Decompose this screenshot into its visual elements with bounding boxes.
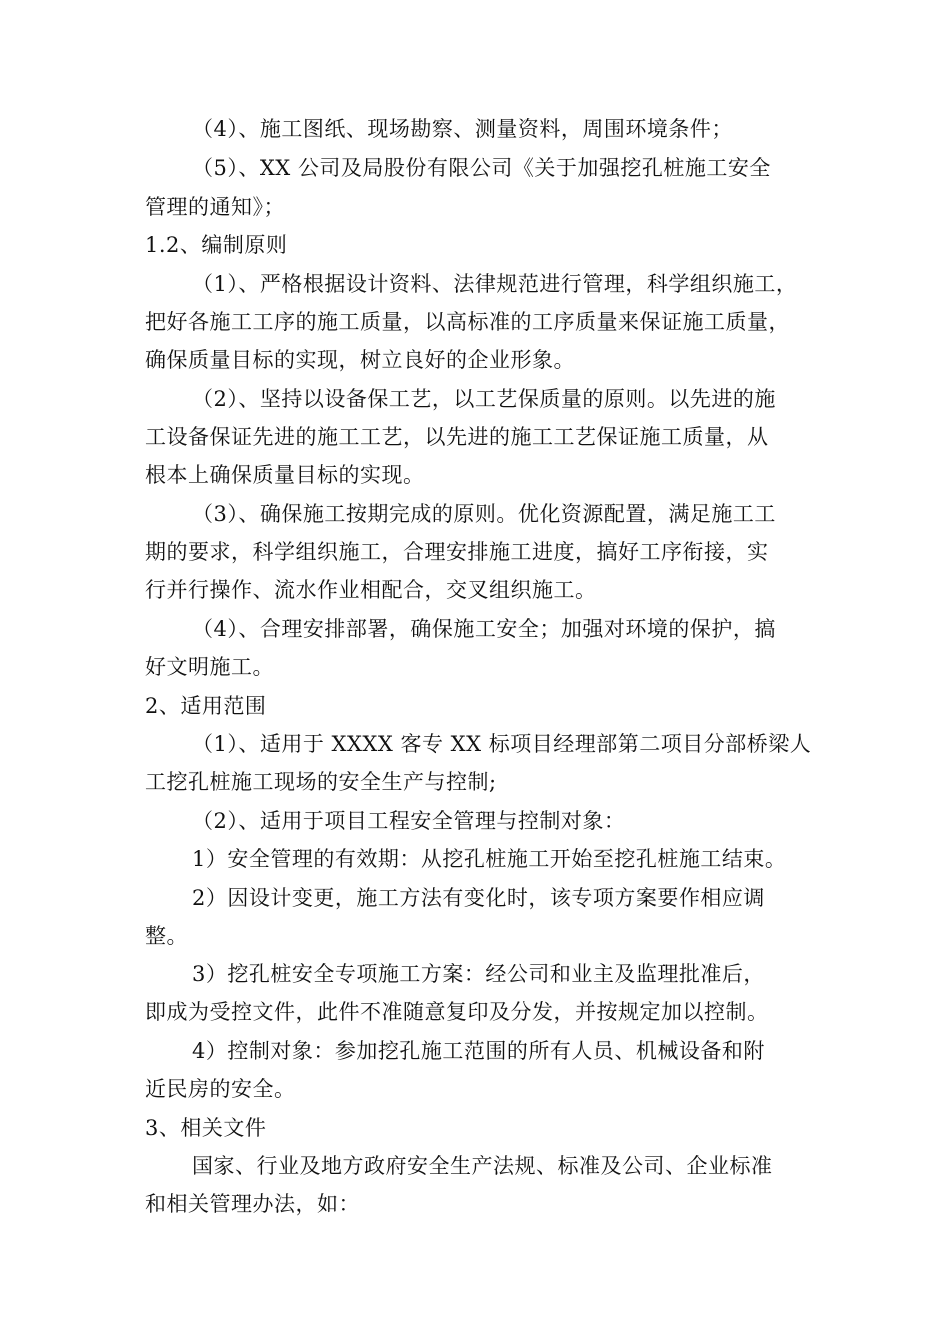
text-line: 和相关管理办法，如： [145, 1192, 360, 1216]
text-line: 3）挖孔桩安全专项施工方案：经公司和业主及监理批准后， [192, 962, 765, 986]
text-line: 1）安全管理的有效期：从挖孔桩施工开始至挖孔桩施工结束。 [192, 847, 787, 871]
text-line: （4）、合理安排部署，确保施工安全；加强对环境的保护，搞 [192, 617, 776, 641]
text-line: 管理的通知》； [145, 195, 285, 219]
text-line: （5）、XX 公司及局股份有限公司《关于加强挖孔桩施工安全 [192, 156, 771, 180]
text-line: 根本上确保质量目标的实现。 [145, 463, 425, 487]
text-line: 期的要求，科学组织施工，合理安排施工进度，搞好工序衔接，实 [145, 540, 769, 564]
text-line: 工挖孔桩施工现场的安全生产与控制; [145, 770, 497, 794]
text-line: 2）因设计变更，施工方法有变化时，该专项方案要作相应调 [192, 886, 765, 910]
section-heading: 2、适用范围 [145, 694, 267, 718]
text-line: 工设备保证先进的施工工艺，以先进的施工工艺保证施工质量，从 [145, 425, 769, 449]
text-line: 整。 [145, 924, 188, 948]
text-line: 把好各施工工序的施工质量，以高标准的工序质量来保证施工质量， [145, 310, 790, 334]
text-line: （1）、适用于 XXXX 客专 XX 标项目经理部第二项目分部桥梁人 [192, 732, 812, 756]
text-line: （2）、适用于项目工程安全管理与控制对象： [192, 809, 626, 833]
section-heading: 1.2、编制原则 [145, 233, 288, 257]
text-line: 国家、行业及地方政府安全生产法规、标准及公司、企业标准 [192, 1154, 773, 1178]
text-line: 好文明施工。 [145, 655, 274, 679]
text-line: （2）、坚持以设备保工艺，以工艺保质量的原则。以先进的施 [192, 387, 776, 411]
text-line: 确保质量目标的实现，树立良好的企业形象。 [145, 348, 575, 372]
text-line: 即成为受控文件，此件不准随意复印及分发，并按规定加以控制。 [145, 1000, 769, 1024]
text-line: （3）、确保施工按期完成的原则。优化资源配置，满足施工工 [192, 502, 776, 526]
text-line: （1）、严格根据设计资料、法律规范进行管理，科学组织施工， [192, 272, 798, 296]
text-line: 4）控制对象：参加挖孔施工范围的所有人员、机械设备和附 [192, 1039, 765, 1063]
text-line: 行并行操作、流水作业相配合，交叉组织施工。 [145, 578, 597, 602]
section-heading: 3、相关文件 [145, 1116, 267, 1140]
text-line: 近民房的安全。 [145, 1077, 296, 1101]
text-line: （4）、施工图纸、现场勘察、测量资料，周围环境条件； [192, 117, 733, 141]
